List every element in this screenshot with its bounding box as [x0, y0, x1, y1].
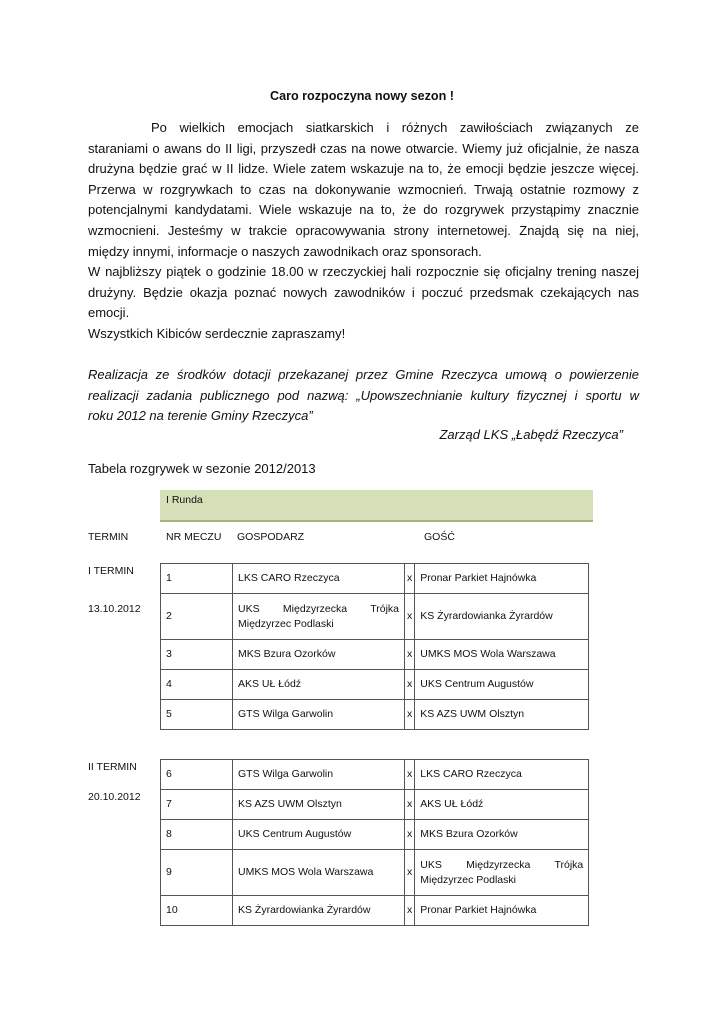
away-team — [415, 850, 589, 896]
home-team: GTS Wilga Garwolin — [233, 760, 405, 790]
table-heading: Tabela rozgrywek w sezonie 2012/2013 — [88, 461, 316, 476]
match-number: 7 — [161, 790, 233, 820]
signature: Zarząd LKS „Łabędź Rzeczyca” — [439, 427, 623, 442]
home-team: UKS Centrum Augustów — [233, 820, 405, 850]
header-nr: NR MECZU — [166, 531, 222, 543]
away-team: KS AZS UWM Olsztyn — [415, 700, 589, 730]
term-date: 20.10.2012 — [88, 791, 141, 803]
home-team: KS AZS UWM Olsztyn — [233, 790, 405, 820]
match-number: 4 — [161, 670, 233, 700]
round-label: I Runda — [166, 494, 203, 506]
away-team: LKS CARO Rzeczyca — [415, 760, 589, 790]
text-line: Po wielkich emocjach siatkarskich i różnych zawiłościach związanych ze — [151, 120, 639, 135]
home-team: GTS Wilga Garwolin — [233, 700, 405, 730]
away-team: MKS Bzura Ozorków — [415, 820, 589, 850]
match-number: 3 — [161, 640, 233, 670]
match-number: 1 — [161, 564, 233, 594]
intro-paragraph — [88, 118, 639, 345]
match-number: 6 — [161, 760, 233, 790]
table-row — [161, 670, 589, 700]
text-line: potencjalnymi kandydatami. Wiele wskazuje na to, że do rozgrywek przystąpimy znacznie — [88, 202, 639, 218]
text-line: staraniami o awans do II ligi, przyszedł czas na nowe otwarcie. Wiemy już oficjalnie, że nasza — [88, 140, 639, 156]
match-number: 8 — [161, 820, 233, 850]
invite-line: Wszystkich Kibiców serdecznie zapraszamy! — [88, 325, 346, 341]
text-line: emocji. — [88, 305, 130, 321]
match-number: 2 — [161, 594, 233, 640]
text-line: wzmocnieni. Jesteśmy w trakcie opracowywania strony internetowej. Znajdą się na niej, — [88, 222, 639, 238]
versus-mark: x — [405, 850, 415, 896]
round-header — [160, 490, 593, 522]
table-row — [161, 760, 589, 790]
match-number: 5 — [161, 700, 233, 730]
home-team-line: UKS Międzyrzecka Trójka — [238, 602, 399, 615]
versus-mark: x — [405, 564, 415, 594]
away-team: KS Żyrardowianka Żyrardów — [415, 594, 589, 640]
table-row — [161, 640, 589, 670]
home-team — [233, 594, 405, 640]
funding-paragraph — [88, 365, 639, 427]
text-line: Realizacja ze środków dotacji przekazanej przez Gmine Rzeczyca umową o powierzenie — [88, 367, 639, 382]
table-row — [161, 790, 589, 820]
away-team: AKS UŁ Łódź — [415, 790, 589, 820]
term-date: 13.10.2012 — [88, 603, 141, 615]
term-label: I TERMIN — [88, 565, 134, 577]
home-team: UMKS MOS Wola Warszawa — [233, 850, 405, 896]
header-home: GOSPODARZ — [237, 531, 305, 543]
matches-table-term-2 — [160, 759, 589, 926]
home-team: LKS CARO Rzeczyca — [233, 564, 405, 594]
away-team: Pronar Parkiet Hajnówka — [415, 896, 589, 926]
home-team: KS Żyrardowianka Żyrardów — [233, 896, 405, 926]
table-row — [161, 896, 589, 926]
table-row — [161, 850, 589, 896]
away-team: UMKS MOS Wola Warszawa — [415, 640, 589, 670]
text-line: drużyna będzie grać w II lidze. Wiele zatem wskazuje na to, że emocji będzie jeszcze więcej. — [88, 161, 639, 177]
versus-mark: x — [405, 760, 415, 790]
document-title: Caro rozpoczyna nowy sezon ! — [269, 89, 455, 103]
away-team: Pronar Parkiet Hajnówka — [415, 564, 589, 594]
text-line: Przerwa w rozgrywkach to czas na dokonywanie wzmocnień. Trwają ostatnie rozmowy z — [88, 181, 639, 197]
table-row — [161, 700, 589, 730]
text-line: realizacji zadania publicznego pod nazwą: „Upowszechnianie kultury fizycznej i sportu w — [88, 387, 639, 403]
away-team: UKS Centrum Augustów — [415, 670, 589, 700]
term-label: II TERMIN — [88, 761, 137, 773]
versus-mark: x — [405, 896, 415, 926]
versus-mark: x — [405, 640, 415, 670]
text-line: W najbliższy piątek o godzinie 18.00 w rzeczyckiej hali rozpocznie się oficjalny trening naszej — [88, 264, 639, 280]
home-team: AKS UŁ Łódź — [233, 670, 405, 700]
table-row — [161, 564, 589, 594]
match-number: 10 — [161, 896, 233, 926]
matches-table-term-1 — [160, 563, 589, 730]
match-number: 9 — [161, 850, 233, 896]
versus-mark: x — [405, 820, 415, 850]
table-row — [161, 820, 589, 850]
header-termin: TERMIN — [88, 531, 129, 543]
table-row — [161, 594, 589, 640]
away-team-line: Międzyrzec Podlaski — [420, 873, 516, 886]
versus-mark: x — [405, 790, 415, 820]
text-line: między innymi, informacje o naszych zawodnikach oraz sponsorach. — [88, 243, 482, 259]
home-team-line: Międzyrzec Podlaski — [238, 617, 334, 630]
text-line: roku 2012 na terenie Gminy Rzeczyca” — [88, 408, 313, 424]
versus-mark: x — [405, 700, 415, 730]
text-line: drużyny. Będzie okazja poznać nowych zawodników i poczuć przedsmak czekających nas — [88, 284, 639, 300]
home-team: MKS Bzura Ozorków — [233, 640, 405, 670]
versus-mark: x — [405, 594, 415, 640]
away-team-line: UKS Międzyrzecka Trójka — [420, 858, 584, 871]
versus-mark: x — [405, 670, 415, 700]
header-away: GOŚĆ — [424, 531, 455, 543]
